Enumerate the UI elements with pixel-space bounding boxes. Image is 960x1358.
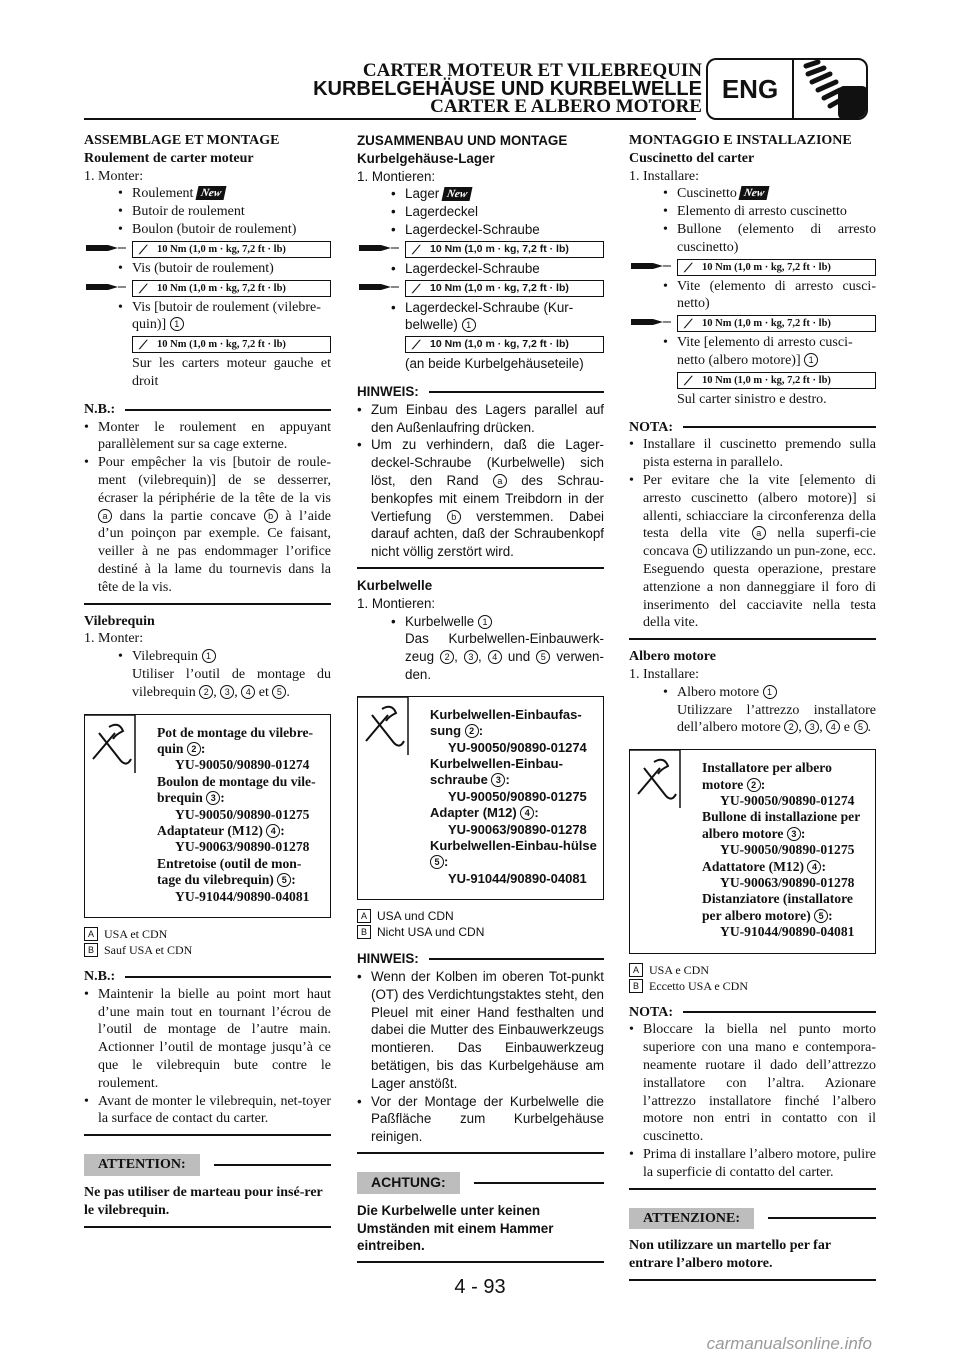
- special-tool-box: Installatore per albero motore 2 : YU-90050/90890-01274 Bullone di installazione per albero motore 3 : YU-90050/90890-01275 Adattatore (M12) 4 : YU-90063/90890-01278 Distanziatore (installatore per albero motore) 5 : YU-91044/90890-04081: [629, 749, 876, 953]
- torque-value: ⟋ 10 Nm (1,0 m · kg, 7,2 ft · lb): [405, 241, 604, 258]
- caution-heading: ATTENZIONE:: [629, 1208, 754, 1230]
- caution-block: [357, 1172, 604, 1263]
- subsection-title: Cuscinetto del carter: [629, 150, 755, 166]
- list-item: • Vis (butoir de roulement): [84, 260, 331, 278]
- threadlock-icon: [357, 281, 401, 293]
- torque-row: [629, 372, 876, 389]
- callout-1: 1: [804, 353, 818, 367]
- title-it: CARTER E ALBERO MOTORE: [430, 96, 702, 117]
- title-de: KURBELGEHÄUSE UND KURBELWELLE: [313, 78, 702, 100]
- threadlock-icon: [357, 242, 401, 254]
- callout-b: b: [264, 509, 278, 523]
- list-item: • Butoir de roulement: [84, 203, 331, 221]
- watermark: carmanualsonline.info: [706, 1334, 872, 1353]
- note-heading: N.B.:: [84, 401, 116, 417]
- caution-text: Die Kurbelwelle unter keinen Umständen mit einem Hammer eintreiben.: [357, 1202, 554, 1254]
- torque-value: ⟋ 10 Nm (1,0 m · kg, 7,2 ft · lb): [677, 315, 876, 332]
- list-item-cont: Utilizzare l’attrezzo installatore dell’albero motore 2 , 3 , 4 e 5 .: [677, 702, 876, 736]
- torque-row: [84, 280, 331, 297]
- step-label: 1. Monter:: [84, 168, 144, 184]
- note-heading: HINWEIS:: [357, 383, 419, 399]
- list-item-cont: quin)] 1: [84, 316, 331, 334]
- subsection-title: Kurbelgehäuse-Lager: [357, 150, 495, 166]
- note-heading: N.B.:: [84, 968, 116, 984]
- wrench-icon: ⟋: [139, 242, 148, 257]
- list-item: • Lagerdeckel-Schraube: [357, 260, 604, 278]
- step-label: 1. Montieren:: [357, 168, 436, 184]
- list-item: • Kurbelwelle 1: [357, 613, 604, 631]
- wrench-icon: ⟋: [684, 260, 693, 275]
- subsection-title: Albero motore: [629, 649, 716, 665]
- torque-row: [357, 336, 604, 353]
- list-item: • Lager New: [357, 185, 604, 203]
- note-block: [629, 419, 876, 641]
- page-number: 4 - 93: [454, 1276, 506, 1298]
- list-item-cont: Das Kurbelwellen-Einbauwerk-zeug 2 , 3 , 4 und 5 verwen-den.: [405, 631, 604, 682]
- callout-1: 1: [170, 317, 184, 331]
- note-item: • Zum Einbau des Lagers parallel auf den Außenlaufring drücken.: [357, 401, 604, 437]
- torque-row: [84, 241, 331, 258]
- sides-text: Sul carter sinistro e destro.: [677, 391, 827, 407]
- wrench-icon: ⟋: [412, 281, 421, 296]
- tools-icon: [85, 715, 137, 775]
- step-label: 1. Monter:: [84, 631, 144, 647]
- note-item: • Prima di installare l’albero motore, pulire la superficie di contatto del carter.: [629, 1146, 876, 1182]
- callout-a: a: [752, 526, 766, 540]
- wrench-icon: ⟋: [684, 373, 693, 388]
- step-label: 1. Montieren:: [357, 595, 436, 611]
- note-item: • Monter le roulement en appuyant parallèlement sur sa cage externe.: [84, 419, 331, 455]
- callout-1: 1: [462, 318, 476, 332]
- callout-a: a: [493, 474, 507, 488]
- step-label: 1. Installare:: [629, 168, 699, 184]
- threadlock-icon: [629, 316, 673, 328]
- list-item: • Elemento di arresto cuscinetto: [629, 203, 876, 221]
- callout-a: a: [98, 509, 112, 523]
- note-item: • Avant de monter le vilebrequin, net-toyer la surface de contact du carter.: [84, 1093, 331, 1129]
- note-item: • Pour empêcher la vis [butoir de roule-ment (vilebrequin)] de se desserrer, écraser la périphérie de la tête de la vis a dans la partie concave b à l’aide d’un poinçon par exemple. Ce faisant, veiller à ne pas endommager l’orifice destiné à la lame du tournevis dans la tête de la vis.: [84, 454, 331, 596]
- list-item: • Vite [elemento di arresto cusci-: [629, 334, 876, 352]
- sides-text: Sur les carters moteur gauche et droit: [132, 356, 331, 389]
- eng-badge: ENG: [706, 58, 792, 120]
- list-item-cont: Utiliser l’outil de montage du vilebrequin 2 , 3 , 4 et 5 .: [132, 666, 331, 700]
- note-block: [357, 383, 604, 569]
- torque-row: [84, 336, 331, 353]
- list-item: • Lagerdeckel-Schraube (Kur-: [357, 299, 604, 317]
- callout-b: b: [447, 510, 461, 524]
- caution-block: [629, 1208, 876, 1281]
- section-title: MONTAGGIO E INSTALLAZIONE: [629, 133, 852, 148]
- torque-value: ⟋ 10 Nm (1,0 m · kg, 7,2 ft · lb): [405, 336, 604, 353]
- torque-row: [629, 259, 876, 276]
- new-badge: New: [441, 187, 472, 201]
- list-item: • Vite (elemento di arresto cusci-netto): [629, 278, 876, 314]
- section-title: ASSEMBLAGE ET MONTAGE: [84, 133, 280, 148]
- wrench-icon: ⟋: [139, 281, 148, 296]
- header-rule: [84, 118, 696, 120]
- note-block: [84, 968, 331, 1136]
- column-italian: [629, 132, 876, 1281]
- threadlock-icon: [84, 281, 128, 293]
- wrench-icon: ⟋: [412, 338, 421, 353]
- note-heading: NOTA:: [629, 419, 674, 435]
- torque-row: [629, 315, 876, 332]
- title-fr: CARTER MOTEUR ET VILEBREQUIN: [362, 60, 702, 81]
- new-badge: New: [195, 186, 226, 200]
- torque-row: [357, 241, 604, 258]
- torque-value: ⟋ 10 Nm (1,0 m · kg, 7,2 ft · lb): [677, 259, 876, 276]
- subsection-title: Vilebrequin: [84, 613, 155, 629]
- note-heading: HINWEIS:: [357, 951, 419, 967]
- note-item: • Wenn der Kolben im oberen Tot-punkt (OT) des Verdichtungstaktes steht, den Pleuel mit einer Hand festhalten und dabei die Mutter des Einbauwerkzeugs montieren. Das Einbauwerkzeug betätigen, bis das Kurbelgehäuse am Lager anstößt.: [357, 968, 604, 1093]
- note-item: • Bloccare la biella nel punto morto superiore con una mano e contempora-neamente ruotare il dado dell’attrezzo installatore con l’altra. Azionare l’attrezzo installatore finché l’albero motore non entri in contatto con il cuscinetto.: [629, 1021, 876, 1146]
- torque-row: [357, 280, 604, 297]
- torque-value: ⟋ 10 Nm (1,0 m · kg, 7,2 ft · lb): [132, 336, 331, 353]
- threadlock-icon: [84, 242, 128, 254]
- torque-value: ⟋ 10 Nm (1,0 m · kg, 7,2 ft · lb): [677, 372, 876, 389]
- special-tool-box: Pot de montage du vilebre-quin 2 : YU-90050/90890-01274 Boulon de montage du vile-brequin 3 : YU-90050/90890-01275 Adaptateur (M12) 4 : YU-90063/90890-01278 Entretoise (outil de mon-tage du vilebrequin) 5 : YU-91044/90890-04081: [84, 714, 331, 918]
- sides-text: (an beide Kurbelgehäuseteile): [405, 356, 584, 372]
- note-block: [629, 1004, 876, 1190]
- wrench-icon: ⟋: [684, 317, 693, 332]
- list-item: • Vilebrequin 1: [84, 648, 331, 666]
- subsection-title: Roulement de carter moteur: [84, 150, 254, 166]
- column-german: [357, 132, 604, 1263]
- tools-icon: [358, 697, 410, 757]
- list-item-cont: belwelle) 1: [357, 316, 604, 334]
- torque-value: ⟋ 10 Nm (1,0 m · kg, 7,2 ft · lb): [132, 241, 331, 258]
- list-item: • Boulon (butoir de roulement): [84, 221, 331, 239]
- note-item: • Vor der Montage der Kurbelwelle die Paßfläche zum Kurbelgehäuse reinigen.: [357, 1093, 604, 1146]
- list-item: • Vis [butoir de roulement (vilebre-: [84, 299, 331, 317]
- note-item: • Per evitare che la vite [elemento di arresto cuscinetto (albero motore)] si allenti, schiacciare la circonferenza della testa della vite a nella superfi-cie concava b utilizzando un pun-zone, ecc. Eseguendo questa operazione, prestare attenzione a non danneggiare il foro di inserimento del cacciavite nella testa della vite.: [629, 472, 876, 632]
- caution-heading: ATTENTION:: [84, 1154, 200, 1176]
- column-french: [84, 132, 331, 1228]
- new-badge: New: [739, 186, 770, 200]
- region-legend: A USA et CDN B Sauf USA et CDN: [84, 926, 331, 958]
- torque-value: ⟋ 10 Nm (1,0 m · kg, 7,2 ft · lb): [132, 280, 331, 297]
- list-item: • Lagerdeckel-Schraube: [357, 221, 604, 239]
- callout-b: b: [693, 544, 707, 558]
- spring-coil-icon: [792, 58, 868, 120]
- region-legend: A USA e CDN B Eccetto USA e CDN: [629, 962, 876, 994]
- step-label: 1. Installare:: [629, 666, 699, 682]
- note-item: • Installare il cuscinetto premendo sulla pista esterna in parallelo.: [629, 436, 876, 472]
- special-tool-box: Kurbelwellen-Einbaufas-sung 2 : YU-90050/90890-01274 Kurbelwellen-Einbau-schraube 3 : YU-90050/90890-01275 Adapter (M12) 4 : YU-90063/90890-01278 Kurbelwellen-Einbau-hülse 5 : YU-91044/90890-04081: [357, 696, 604, 900]
- wrench-icon: ⟋: [139, 338, 148, 353]
- caution-text: Non utilizzare un martello per far entrare l’albero motore.: [629, 1238, 831, 1272]
- list-item: • Cuscinetto New: [629, 185, 876, 203]
- note-item: • Um zu verhindern, daß die Lager-deckel-Schraube (Kurbelwelle) sich löst, den Rand a des Schrau-benkopfes mit einem Treibdorn in der Vertiefung b verstemmen. Dabei darauf achten, daß der Schraubenkopf nicht völlig zerstört wird.: [357, 436, 604, 561]
- note-block: [357, 950, 604, 1154]
- caution-block: [84, 1154, 331, 1227]
- note-heading: NOTA:: [629, 1004, 674, 1020]
- list-item: • Bullone (elemento di arresto cuscinetto): [629, 221, 876, 257]
- caution-text: Ne pas utiliser de marteau pour insé-rer le vilebrequin.: [84, 1184, 323, 1218]
- list-item: • Lagerdeckel: [357, 203, 604, 221]
- tools-icon: [630, 750, 682, 810]
- subsection-title: Kurbelwelle: [357, 577, 433, 593]
- wrench-icon: ⟋: [412, 242, 421, 257]
- threadlock-icon: [629, 260, 673, 272]
- list-item-cont: netto (albero motore)] 1: [629, 352, 876, 370]
- list-item: • Roulement New: [84, 185, 331, 203]
- torque-value: ⟋ 10 Nm (1,0 m · kg, 7,2 ft · lb): [405, 280, 604, 297]
- region-legend: A USA und CDN B Nicht USA und CDN: [357, 908, 604, 940]
- caution-heading: ACHTUNG:: [357, 1172, 460, 1194]
- note-block: [84, 401, 331, 605]
- section-title: ZUSAMMENBAU UND MONTAGE: [357, 133, 568, 148]
- list-item: • Albero motore 1: [629, 684, 876, 702]
- note-item: • Maintenir la bielle au point mort haut d’une main tout en tournant l’écrou de l’outil de montage de l’autre main. Actionner l’outil de montage jusqu’à ce que le vilebrequin bute contre le roulement.: [84, 986, 331, 1093]
